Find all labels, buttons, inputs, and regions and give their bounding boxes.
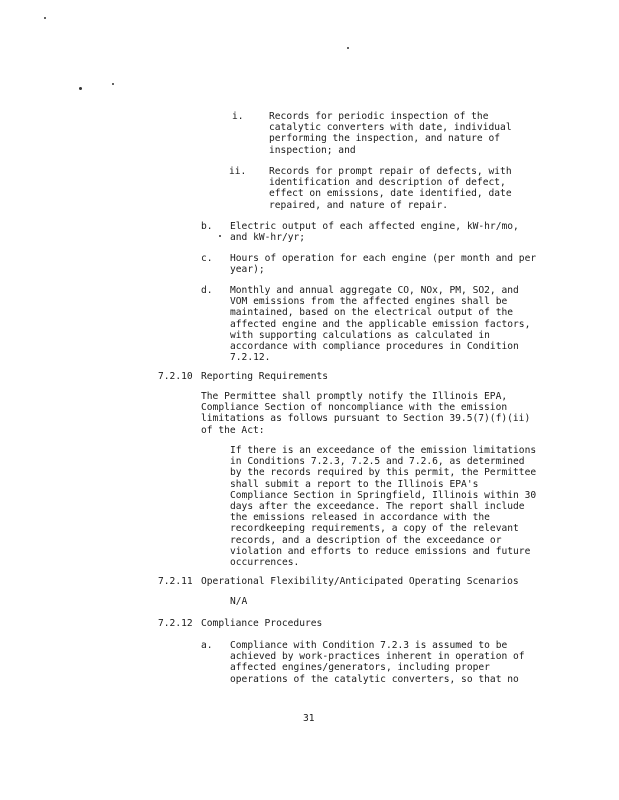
scan-speck <box>44 17 46 19</box>
section-7-2-12-heading: Compliance Procedures <box>201 618 323 629</box>
item-ii-text: Records for prompt repair of defects, with identification and description of defect, effect on emissions, date identified, date repaired, and nature of repair. <box>269 166 512 211</box>
section-7-2-12-item-a-label: a. <box>201 640 213 651</box>
section-7-2-12-item-a-text: Compliance with Condition 7.2.3 is assumed to be achieved by work-practices inherent in operation of affected engines/generators, including proper operations of the catalytic converters, so that no <box>230 640 525 685</box>
item-i-label: i. <box>232 111 244 122</box>
section-7-2-10-paragraph: If there is an exceedance of the emission limitations in Conditions 7.2.3, 7.2.5 and 7.2.6, as determined by the records required by this permit, the Permittee shall submit a report to the Illinois EPA's Compliance Section in Springfield, Illinois within 30 days after the exceedance. The report shall include the emissions released in accordance with the recordkeeping requirements, a copy of the relevant records, and a description of the exceedance or violation and efforts to reduce emissions and future occurrences. <box>230 445 537 569</box>
scan-speck <box>112 83 114 85</box>
section-7-2-11-body: N/A <box>230 596 248 607</box>
item-d-text: Monthly and annual aggregate CO, NOx, PM, SO2, and VOM emissions from the affected engines shall be maintained, based on the electrical output of the affected engine and the applicable emission factors, with supporting calculations as calculated in accordance with compliance procedures in Condition 7.2.12. <box>230 285 531 364</box>
item-b-label: b. <box>201 221 213 232</box>
scan-speck <box>219 235 221 237</box>
section-7-2-12-number: 7.2.12 <box>158 618 193 629</box>
section-7-2-10-intro: The Permittee shall promptly notify the Illinois EPA, Compliance Section of noncompliance with the emission limitations as follows pursuant to Section 39.5(7)(f)(ii) of the Act: <box>201 391 531 436</box>
section-7-2-11-heading: Operational Flexibility/Anticipated Operating Scenarios <box>201 576 519 587</box>
item-b-text: Electric output of each affected engine, kW-hr/mo, and kW-hr/yr; <box>230 221 519 244</box>
item-i-text: Records for periodic inspection of the catalytic converters with date, individual performing the inspection, and nature of inspection; and <box>269 111 512 156</box>
section-7-2-10-heading: Reporting Requirements <box>201 371 329 382</box>
scan-speck <box>347 47 349 49</box>
section-7-2-11-number: 7.2.11 <box>158 576 193 587</box>
item-d-label: d. <box>201 285 213 296</box>
item-c-label: c. <box>201 253 213 264</box>
item-c-text: Hours of operation for each engine (per month and per year); <box>230 253 537 276</box>
item-ii-label: ii. <box>229 166 247 177</box>
section-7-2-10-number: 7.2.10 <box>158 371 193 382</box>
scan-speck <box>79 87 82 90</box>
page-number: 31 <box>303 713 315 724</box>
